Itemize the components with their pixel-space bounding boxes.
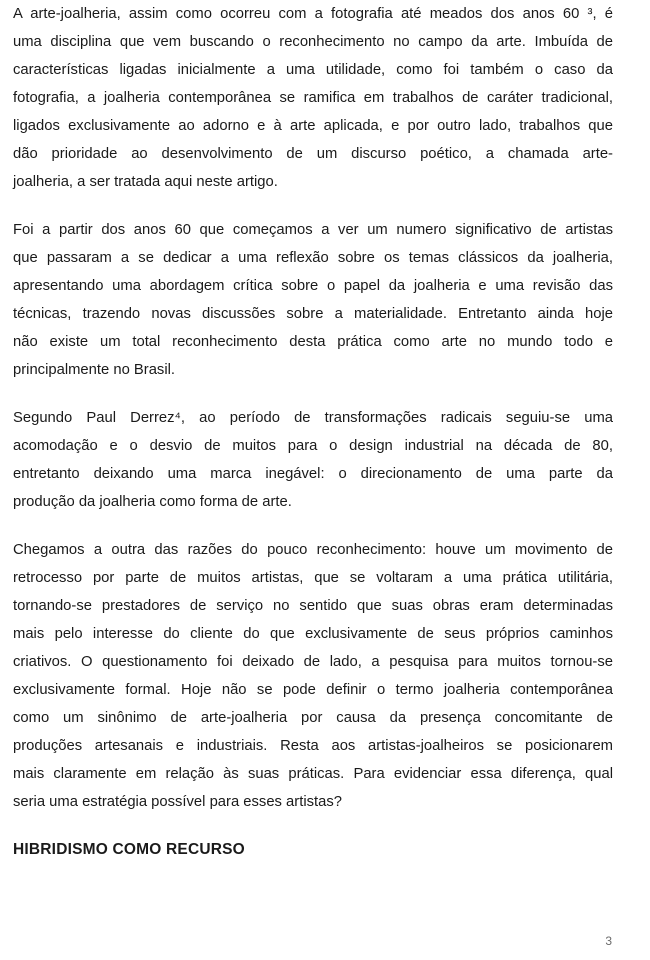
- text-line: acomodação e o desvio de muitos para o design industrial na década de 80,: [13, 438, 613, 454]
- text-line: mais pelo interesse do cliente do que exclusivamente de seus próprios caminhos: [13, 626, 613, 642]
- text-line: criativos. O questionamento foi deixado de lado, a pesquisa para muitos tornou-se: [13, 654, 613, 670]
- text-line: que passaram a se dedicar a uma reflexão sobre os temas clássicos da joalheria,: [13, 250, 613, 266]
- text-line: entretanto deixando uma marca inegável: o direcionamento de uma parte da: [13, 466, 613, 482]
- text-line: como um sinônimo de arte-joalheria por causa da presença concomitante de: [13, 710, 613, 726]
- document-body: [13, 0, 613, 864]
- page-number: 3: [605, 934, 612, 948]
- text-line: não existe um total reconhecimento desta prática como arte no mundo todo e: [13, 334, 613, 350]
- text-line: características ligadas inicialmente a uma utilidade, como foi também o caso da: [13, 62, 613, 78]
- text-line: mais claramente em relação às suas práticas. Para evidenciar essa diferença, qual: [13, 766, 613, 782]
- text-line: seria uma estratégia possível para esses artistas?: [13, 794, 342, 810]
- paragraph: [13, 216, 613, 384]
- text-line: Foi a partir dos anos 60 que começamos a ver um numero significativo de artistas: [13, 222, 613, 238]
- text-line: dão prioridade ao desenvolvimento de um discurso poético, a chamada arte-: [13, 146, 613, 162]
- text-line: Segundo Paul Derrez⁴, ao período de transformações radicais seguiu-se uma: [13, 410, 613, 426]
- text-line: tornando-se prestadores de serviço no sentido que suas obras eram determinadas: [13, 598, 613, 614]
- paragraph: [13, 0, 613, 196]
- text-line: produções artesanais e industriais. Resta aos artistas-joalheiros se posicionarem: [13, 738, 613, 754]
- text-line: retrocesso por parte de muitos artistas, que se voltaram a uma prática utilitária,: [13, 570, 613, 586]
- paragraph: [13, 536, 613, 816]
- paragraphs-container: [13, 0, 613, 816]
- text-line: apresentando uma abordagem crítica sobre o papel da joalheria e uma revisão das: [13, 278, 613, 294]
- text-line: Chegamos a outra das razões do pouco reconhecimento: houve um movimento de: [13, 542, 613, 558]
- text-line: exclusivamente formal. Hoje não se pode definir o termo joalheria contemporânea: [13, 682, 613, 698]
- text-line: fotografia, a joalheria contemporânea se ramifica em trabalhos de caráter tradicional,: [13, 90, 613, 106]
- text-line: técnicas, trazendo novas discussões sobre a materialidade. Entretanto ainda hoje: [13, 306, 613, 322]
- text-line: uma disciplina que vem buscando o reconhecimento no campo da arte. Imbuída de: [13, 34, 613, 50]
- text-line: principalmente no Brasil.: [13, 362, 176, 378]
- text-line: A arte-joalheria, assim como ocorreu com a fotografia até meados dos anos 60 ³, é: [13, 6, 613, 22]
- text-line: ligados exclusivamente ao adorno e à arte aplicada, e por outro lado, trabalhos que: [13, 118, 613, 134]
- text-line: joalheria, a ser tratada aqui neste artigo.: [13, 174, 278, 190]
- text-line: produção da joalheria como forma de arte.: [13, 494, 292, 510]
- section-heading: HIBRIDISMO COMO RECURSO: [13, 841, 245, 858]
- paragraph: [13, 404, 613, 516]
